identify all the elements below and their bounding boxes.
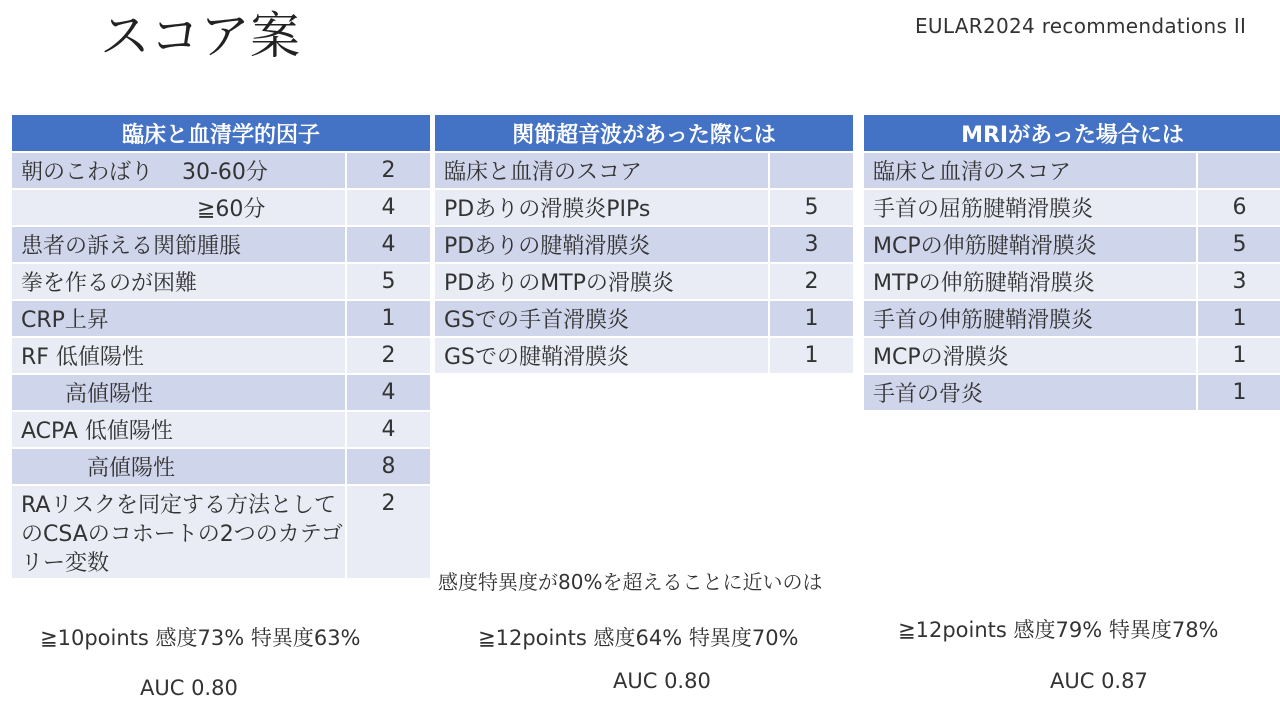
factor-points: 4 [346,411,431,448]
table-row [434,300,854,337]
table-row [863,337,1280,374]
table-row [863,300,1280,337]
factor-label: 高値陽性 [11,448,346,485]
table-row [11,189,431,226]
factor-label: 患者の訴える関節腫脹 [11,226,346,263]
sensitivity-note: 感度特異度が80%を超えることに近いのは [438,570,823,594]
factor-label: 拳を作るのが困難 [11,263,346,300]
table-row [863,152,1280,189]
table-row [11,448,431,485]
factor-label: 臨床と血清のスコア [863,152,1197,189]
factor-label: ACPA 低値陽性 [11,411,346,448]
table-row [863,226,1280,263]
factor-points [769,152,854,189]
factor-points: 5 [346,263,431,300]
factor-label: 手首の屈筋腱鞘滑膜炎 [863,189,1197,226]
table-row [434,189,854,226]
factor-label: MCPの伸筋腱鞘滑膜炎 [863,226,1197,263]
ultrasound-table [433,113,855,375]
mri-threshold-text: ≧12points 感度79% 特異度78% [898,618,1219,642]
factor-points: 5 [1197,226,1280,263]
factor-label: MCPの滑膜炎 [863,337,1197,374]
factor-points: 2 [769,263,854,300]
factor-label: 朝のこわばり 30-60分 [11,152,346,189]
factor-label: 手首の伸筋腱鞘滑膜炎 [863,300,1197,337]
table-row [11,300,431,337]
factor-points: 2 [346,152,431,189]
factor-points: 3 [1197,263,1280,300]
factor-points: 5 [769,189,854,226]
table-header: MRIがあった場合には [863,114,1280,152]
table-row [434,263,854,300]
table-row [11,374,431,411]
factor-points: 1 [1197,337,1280,374]
mri-table [862,113,1280,412]
factor-points: 1 [769,337,854,374]
factor-points: 1 [346,300,431,337]
table-row [11,226,431,263]
table-header: 関節超音波があった際には [434,114,854,152]
clinical-threshold-text: ≧10points 感度73% 特異度63% [40,626,361,650]
factor-label: MTPの伸筋腱鞘滑膜炎 [863,263,1197,300]
table-header: 臨床と血清学的因子 [11,114,431,152]
factor-label: ≧60分 [11,189,346,226]
ultrasound-auc-text: AUC 0.80 [613,669,711,693]
table-row [863,189,1280,226]
factor-label: 臨床と血清のスコア [434,152,769,189]
clinical-serology-table [10,113,432,580]
factor-points: 2 [346,337,431,374]
table-row [434,337,854,374]
table-row [11,411,431,448]
factor-label: GSでの手首滑膜炎 [434,300,769,337]
table-row [863,374,1280,411]
factor-label: GSでの腱鞘滑膜炎 [434,337,769,374]
factor-label: CRP上昇 [11,300,346,337]
mri-auc-text: AUC 0.87 [1050,669,1148,693]
slide-subtitle: EULAR2024 recommendations II [915,14,1247,38]
factor-points: 4 [346,226,431,263]
table-row [11,263,431,300]
factor-points: 4 [346,189,431,226]
table-row [863,263,1280,300]
factor-label: 高値陽性 [11,374,346,411]
factor-label: 手首の骨炎 [863,374,1197,411]
factor-points: 8 [346,448,431,485]
factor-points [1197,152,1280,189]
factor-label: RF 低値陽性 [11,337,346,374]
factor-label: PDありの腱鞘滑膜炎 [434,226,769,263]
factor-points: 6 [1197,189,1280,226]
clinical-auc-text: AUC 0.80 [140,676,238,700]
factor-label: PDありの滑膜炎PIPs [434,189,769,226]
factor-points: 1 [1197,374,1280,411]
factor-points: 1 [1197,300,1280,337]
table-row [11,337,431,374]
table-row [11,485,431,579]
slide-title: スコア案 [100,7,300,65]
factor-label: RAリスクを同定する方法としてのCSAのコホートの2つのカテゴリー変数 [11,485,346,579]
ultrasound-threshold-text: ≧12points 感度64% 特異度70% [478,626,799,650]
table-row [434,152,854,189]
table-row [434,226,854,263]
factor-label: PDありのMTPの滑膜炎 [434,263,769,300]
factor-points: 4 [346,374,431,411]
factor-points: 2 [346,485,431,579]
factor-points: 3 [769,226,854,263]
factor-points: 1 [769,300,854,337]
table-row [11,152,431,189]
